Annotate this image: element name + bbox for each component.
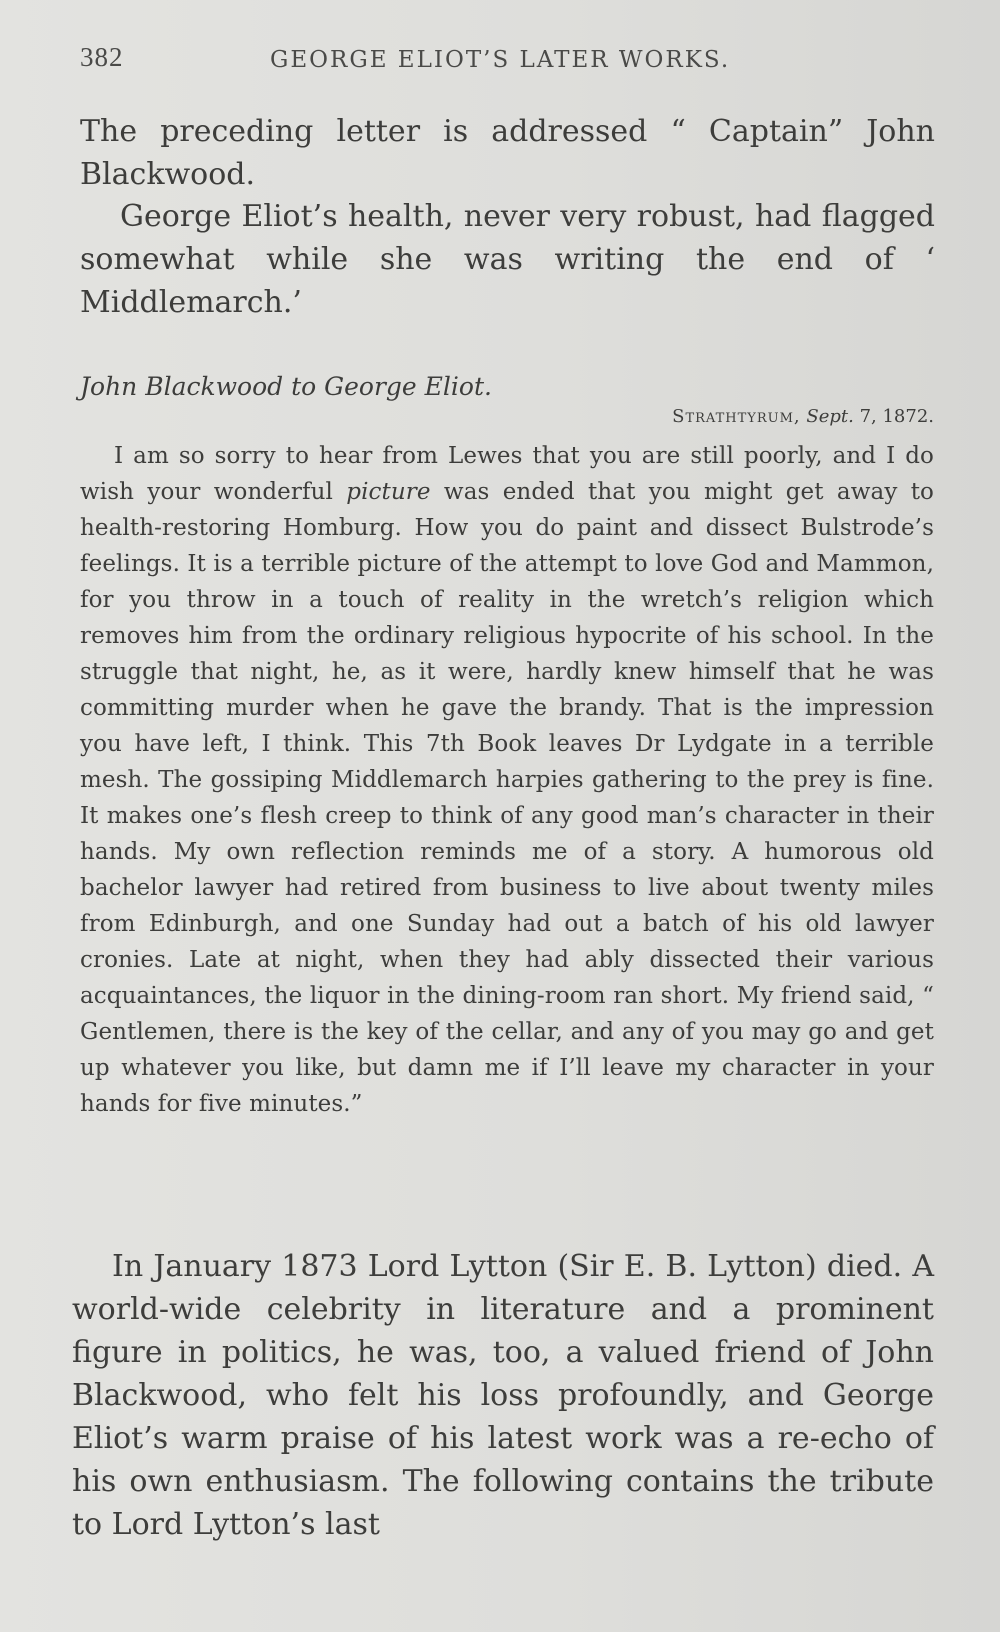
letter-dateline xyxy=(672,405,934,429)
running-title: GEORGE ELIOT’S LATER WORKS. xyxy=(270,47,731,73)
closing-paragraph xyxy=(72,1245,934,1546)
intro-text-1: The preceding letter is addressed “ Captain” John Blackwood. xyxy=(80,114,935,192)
page-header xyxy=(80,42,930,82)
page-number: 382 xyxy=(80,42,124,72)
letter-text-before-picture: I am so sorry to hear from Lewes that you are still poorly, and I do wish your wonderful xyxy=(80,443,934,505)
letter-heading: John Blackwood to George Eliot. xyxy=(80,372,492,401)
intro-paragraph-1 xyxy=(80,110,935,196)
letter-place: Strathtyrum, xyxy=(672,406,801,427)
closing-text: In January 1873 Lord Lytton (Sir E. B. Lytton) died. A world-wide celebrity in literature and a prominent figure in politics, he was, too, a valued friend of John Blackwood, who felt his loss profoundly, and George Eliot’s warm praise of his latest work was a re-echo of his own enthusiasm. The following contains the tribute to Lord Lytton’s last xyxy=(72,1249,934,1542)
letter-paragraph xyxy=(80,438,934,1122)
letter-date-month: Sept. xyxy=(806,406,854,427)
intro-text-2: George Eliot’s health, never very robust, had flagged somewhat while she was writing the end of ‘ Middlemarch.’ xyxy=(80,199,935,320)
letter-text-after-picture: was ended that you might get away to health-restoring Homburg. How you do paint and dissect Bulstrode’s feelings. It is a terrible picture of the attempt to love God and Mammon, for you throw in a touch of reality in the wretch’s religion which removes him from the ordinary religious hypocrite of his school. In the struggle that night, he, as it were, hardly knew himself that he was committing murder when he gave the brandy. That is the impression you have left, I think. This 7th Book leaves Dr Lydgate in a terrible mesh. The gossiping Middlemarch harpies gathering to the prey is fine. It makes one’s flesh creep to think of any good man’s character in their hands. My own reflection reminds me of a story. A humorous old bachelor lawyer had retired from business to live about twenty miles from Edinburgh, and one Sunday had out a batch of his old lawyer cronies. Late at night, when they had ably dissected their various acquaintances, the liquor in the dining-room ran short. My friend said, “ Gentlemen, there is the key of the cellar, and any of you may go and get up whatever you like, but damn me if I’ll leave my character in your hands for five minutes.” xyxy=(80,479,934,1117)
emphasized-picture-word: picture xyxy=(346,479,431,505)
letter-date-year: 7, 1872. xyxy=(859,406,934,427)
intro-paragraph-2 xyxy=(80,195,935,324)
letter-body xyxy=(80,438,934,1122)
